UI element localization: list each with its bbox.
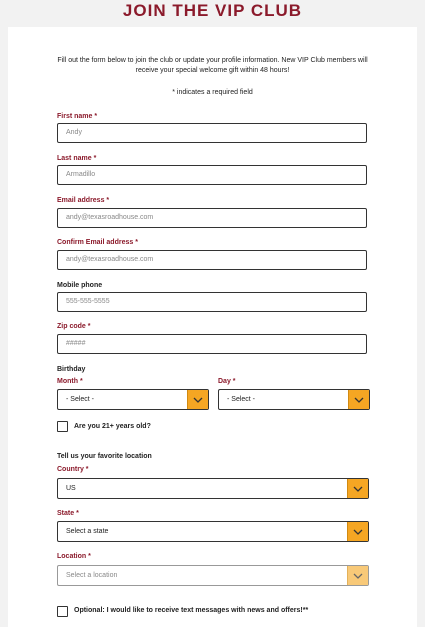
email-label-text: Email address [57, 197, 105, 204]
state-label-text: State [57, 510, 75, 517]
location-select-value: Select a location [66, 572, 118, 579]
required-star: * [88, 553, 91, 560]
location-label [57, 553, 91, 560]
chevron-down-icon [187, 390, 208, 409]
age-checkbox-label: Are you 21+ years old? [74, 423, 151, 430]
required-star: * [87, 323, 91, 330]
first-name-label [57, 113, 97, 120]
month-select-value: - Select - [66, 396, 95, 403]
zip-code-label [57, 323, 90, 330]
required-star: * [232, 378, 236, 385]
state-select[interactable] [57, 521, 369, 542]
last-name-label [57, 155, 96, 162]
confirm-email-field[interactable]: andy@texasroadhouse.com [57, 250, 367, 270]
month-label [57, 378, 83, 385]
zip-code-field[interactable]: ##### [57, 334, 367, 354]
month-select[interactable] [57, 389, 209, 410]
chevron-down-icon [347, 522, 368, 541]
location-heading: Tell us your favorite location [57, 453, 152, 460]
country-select[interactable] [57, 478, 369, 499]
month-label-text: Month [57, 378, 78, 385]
page-title: JOIN THE VIP CLUB [122, 1, 303, 20]
birthday-label: Birthday [57, 366, 86, 373]
email-label [57, 197, 109, 204]
vip-signup-form [8, 27, 417, 627]
chevron-down-icon [347, 479, 368, 498]
required-star: * [135, 239, 138, 246]
last-name-label-text: Last name [57, 155, 92, 162]
sms-optin-checkbox[interactable] [57, 606, 68, 617]
confirm-email-label [57, 239, 138, 246]
confirm-email-label-text: Confirm Email address [57, 239, 134, 246]
required-star: * [79, 378, 83, 385]
intro-text: Fill out the form below to join the club or update your profile information. New VIP Club members will receive your special welcome gift within 48 hours! [57, 57, 368, 74]
country-select-value: US [66, 485, 76, 492]
mobile-phone-field[interactable]: 555-555-5555 [57, 292, 367, 312]
mobile-phone-label: Mobile phone [57, 282, 103, 289]
email-field[interactable]: andy@texasroadhouse.com [57, 208, 367, 228]
chevron-down-icon [347, 566, 368, 585]
country-label [57, 466, 89, 473]
required-star: * [93, 155, 97, 162]
required-star: * [85, 466, 89, 473]
day-select-value: - Select - [227, 396, 256, 403]
required-note: * indicates a required field [172, 89, 253, 96]
country-label-text: Country [57, 466, 84, 473]
first-name-label-text: First name [57, 113, 93, 120]
chevron-down-icon [348, 390, 369, 409]
age-checkbox[interactable] [57, 421, 68, 432]
required-star: * [76, 510, 79, 517]
day-select[interactable] [218, 389, 370, 410]
required-star: * [94, 113, 98, 120]
day-label [218, 378, 236, 385]
location-select[interactable] [57, 565, 369, 586]
state-select-value: Select a state [66, 528, 109, 535]
last-name-field[interactable]: Armadillo [57, 165, 367, 185]
sms-optin-label: Optional: I would like to receive text messages with news and offers!** [74, 607, 309, 614]
zip-code-label-text: Zip code [57, 323, 86, 330]
location-label-text: Location [57, 553, 87, 560]
state-label [57, 510, 79, 517]
required-star: * [106, 197, 110, 204]
day-label-text: Day [218, 378, 231, 385]
first-name-field[interactable]: Andy [57, 123, 367, 143]
